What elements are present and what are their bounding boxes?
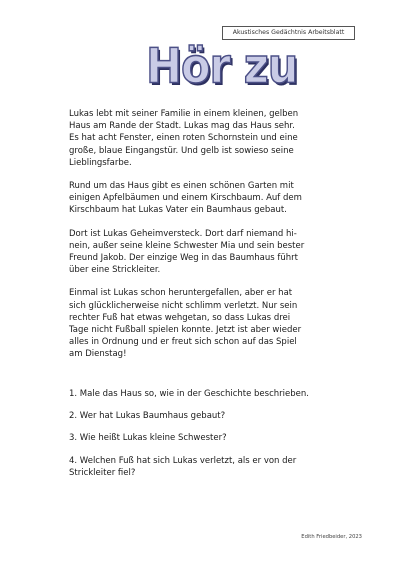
story-paragraph: Dort ist Lukas Geheimversteck. Dort darf niemand hi- nein, außer seine kleine Schwester Mia und sein bester Freund Jakob. Der einzige Weg in das Baumhaus führt über eine Strickleiter. — [69, 228, 305, 276]
worksheet-title: Hör zu — [146, 38, 298, 95]
question-item: 3. Wie heißt Lukas kleine Schwester? — [69, 433, 227, 444]
question-list — [69, 388, 369, 489]
author-credit: Edith Friedbeider, 2023 — [301, 534, 362, 540]
story-paragraph: Rund um das Haus gibt es einen schönen Garten mit einigen Apfelbäumen und einem Kirschbaum. Auf dem Kirschbaum hat Lukas Vater ein Baumhaus gebaut. — [69, 181, 302, 216]
story-paragraph: Lukas lebt mit seiner Familie in einem kleinen, gelben Haus am Rande der Stadt. Lukas mag das Haus sehr. Es hat acht Fenster, einen roten Schornstein und eine große, blaue Eingangstür. Und gelb ist sowieso seine Lieblingsfarbe. — [69, 109, 299, 168]
story-text — [69, 108, 369, 372]
question-item: 1. Male das Haus so, wie in der Geschichte beschrieben. — [69, 389, 309, 399]
question-item: 4. Welchen Fuß hat sich Lukas verletzt, als er von der Strickleiter fiel? — [69, 455, 297, 478]
question-item: 2. Wer hat Lukas Baumhaus gebaut? — [69, 411, 226, 422]
worksheet-header-label: Akustisches Gedächtnis Arbeitsblatt — [222, 26, 355, 40]
story-paragraph: Einmal ist Lukas schon heruntergefallen, aber er hat sich glücklicherweise nicht schlimm verletzt. Nur sein rechter Fuß hat etwas wehgetan, so dass Lukas drei Tage nicht Fußball spielen konnte. Jetzt ist aber wieder alles in Ordnung und er freut sich schon auf das Spiel am Dienstag! — [69, 288, 302, 360]
